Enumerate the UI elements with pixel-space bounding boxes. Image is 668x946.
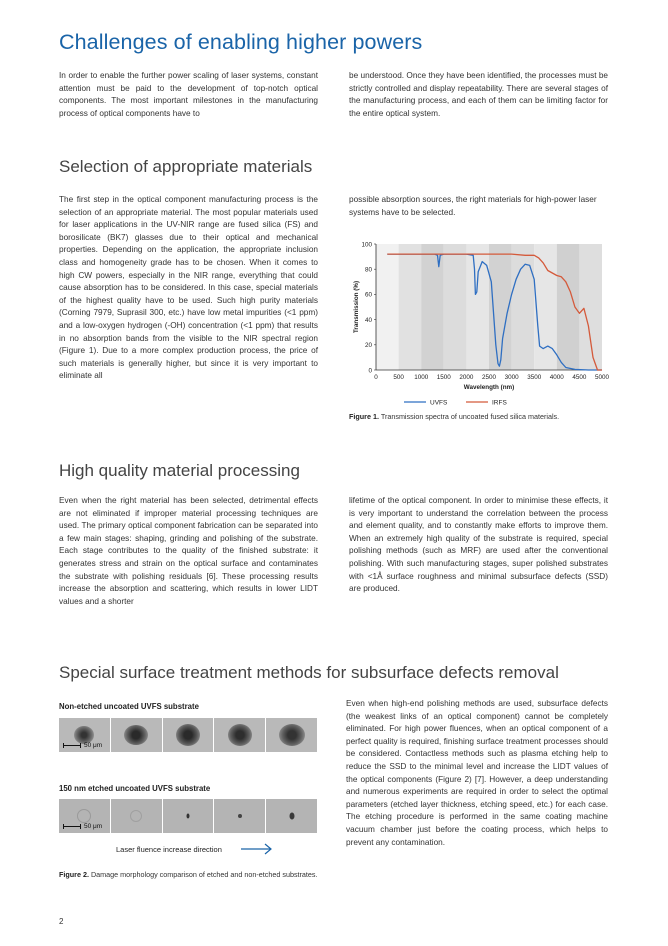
x-tick-label: 500 (393, 374, 404, 381)
arrow-label: Laser fluence increase direction (116, 845, 222, 854)
x-axis-label: Wavelength (nm) (463, 384, 515, 391)
y-tick-label: 80 (364, 266, 372, 274)
panel2-title: 150 nm etched uncoated UVFS substrate (59, 784, 211, 793)
x-tick-label: 1000 (414, 374, 429, 381)
x-tick-label: 0 (374, 374, 378, 381)
damage-site-image (59, 799, 110, 833)
background-band (512, 244, 535, 370)
intro-left-text: In order to enable the further power scaling of laser systems, constant attention must be paid to the development of top-notch optical components. The most important milestones in the manufacturing process of optical components have to (59, 71, 318, 118)
intro-right-column (349, 70, 608, 120)
materials-left-column (59, 194, 318, 383)
non-etched-damage-strip (59, 718, 317, 752)
background-band (579, 244, 602, 370)
surface-treatment-right-column (346, 698, 608, 849)
background-band (444, 244, 467, 370)
damage-site-image (266, 718, 317, 752)
background-band (466, 244, 489, 370)
processing-right-column (349, 495, 608, 596)
page-number: 2 (59, 917, 64, 926)
legend-label-irfs: IRFS (492, 399, 507, 407)
x-tick-label: 2000 (459, 374, 474, 381)
legend-label-uvfs: UVFS (430, 399, 448, 407)
damage-site-image (163, 799, 214, 833)
y-tick-label: 100 (361, 241, 372, 249)
arrow-right-icon (240, 842, 274, 856)
figure1-caption-text: Transmission spectra of uncoated fused silica materials. (380, 412, 560, 421)
damage-site-image (59, 718, 110, 752)
materials-right-text: possible absorption sources, the right materials for high-power laser systems have to be selected. (349, 195, 597, 217)
damage-site-image (266, 799, 317, 833)
x-tick-label: 2500 (481, 374, 497, 381)
y-tick-label: 20 (364, 342, 372, 350)
processing-right-text: lifetime of the optical component. In order to minimise these effects, it is very important to understand the correlation between the process and element quality, and to constantly make efforts to improve them. When an extremely high quality of the substrate is required, special polishing methods (such as MRF) are used after the conventional polishing. With such manufacturing stages, super polished substrates with <1Å surface roughness and minimal subsurface defects (SSD) are produced. (349, 496, 608, 594)
damage-site-image (111, 799, 162, 833)
figure2-label: Figure 2. (59, 870, 89, 879)
x-tick-label: 1500 (436, 374, 451, 381)
x-tick-label: 4000 (549, 374, 564, 381)
panel1-title: Non-etched uncoated UVFS substrate (59, 702, 199, 711)
y-tick-label: 40 (364, 316, 372, 324)
scale-bar: 50 μm (63, 823, 102, 830)
x-tick-label: 3000 (504, 374, 519, 381)
background-band (399, 244, 422, 370)
x-tick-label: 4500 (572, 374, 587, 381)
figure1-label: Figure 1. (349, 412, 379, 421)
x-tick-label: 5000 (594, 374, 610, 381)
figure2-caption-text: Damage morphology comparison of etched and non-etched substrates. (90, 870, 318, 879)
y-tick-label: 0 (368, 367, 372, 375)
x-tick-label: 3500 (527, 374, 542, 381)
background-band (421, 244, 444, 370)
transmission-chart (346, 236, 612, 410)
scale-bar: 50 μm (63, 742, 102, 749)
intro-right-text: be understood. Once they have been identified, the processes must be strictly controlled and display repeatability. There are several stages of the manufacturing process, and each of them can be limiting factor for the entire optical system. (349, 71, 608, 118)
figure2-caption (59, 870, 321, 879)
background-band (557, 244, 580, 370)
processing-left-column (59, 495, 318, 608)
processing-left-text: Even when the right material has been selected, detrimental effects are not eliminated if improper material processing techniques are used. The primary optical component fabrication can be separated into a few main stages: shaping, grinding and polishing of the substrate. Each stage contributes to the quality of the finished substrate: it generates stress and strain on the optical surface and contaminates the substrate with polishing residuals [6]. These processing results increase the absorption and scattering, which results in lower LIDT values and a shorter (59, 496, 318, 606)
materials-left-text: The first step in the optical component manufacturing process is the selection of an appropriate material. The most popular materials used for laser applications in the UV-NIR range are fused silica (FS) and borosilicate (BK7) glasses due to their optical and mechanical properties. Depending on the application, the appropriate inclusion class and homogeneity grade has to be chosen. When it comes to high CW powers, especially in the NIR range, everything that could cause absorption has to be considered. In this case, special materials of the highest quality have to be used. Such high purity materials (Corning 7979, Suprasil 300, etc.) have low metal impurities (<1 ppm) and a low-oxygen hydrogen (-OH) concentration (<1 ppm) that results in no absorption bands from the visible to the NIR spectral region (Figure 1). Due to a more complex production process, the price of such materials is generally higher, but since it is very important to eliminate all (59, 195, 318, 381)
materials-right-column (349, 194, 608, 219)
y-tick-label: 60 (364, 291, 372, 299)
section-heading-surface-treatment: Special surface treatment methods for subsurface defects removal (59, 663, 559, 682)
page-title: Challenges of enabling higher powers (59, 30, 423, 54)
background-band (376, 244, 399, 370)
damage-site-image (163, 718, 214, 752)
damage-site-image (214, 799, 265, 833)
damage-site-image (214, 718, 265, 752)
y-axis-label: Transmission (%) (353, 280, 360, 334)
damage-site-image (111, 718, 162, 752)
figure1-caption (349, 412, 611, 421)
section-heading-processing: High quality material processing (59, 461, 300, 480)
section-heading-materials: Selection of appropriate materials (59, 157, 313, 176)
etched-damage-strip (59, 799, 317, 833)
intro-left-column (59, 70, 318, 120)
surface-treatment-text: Even when high-end polishing methods are used, subsurface defects (the weakest links of an optical component) cannot be completely eliminated. For high power fluences, when an optical component of a perfect quality is required, finishing surface treatment processes should be considered. Contactless methods such as plasma etching help to reduce the SSD to the minimal level and increase the LIDT values of the optical components (Figure 2) [7]. However, a deep understanding and numerous experiments are required in order to select the optimal parameters (etched layer thickness, etching speed, etc.) for each case. The etching procedure is performed in the same coating machine vacuum chamber just before the coating process, which helps to prevent any contamination. (346, 699, 608, 847)
